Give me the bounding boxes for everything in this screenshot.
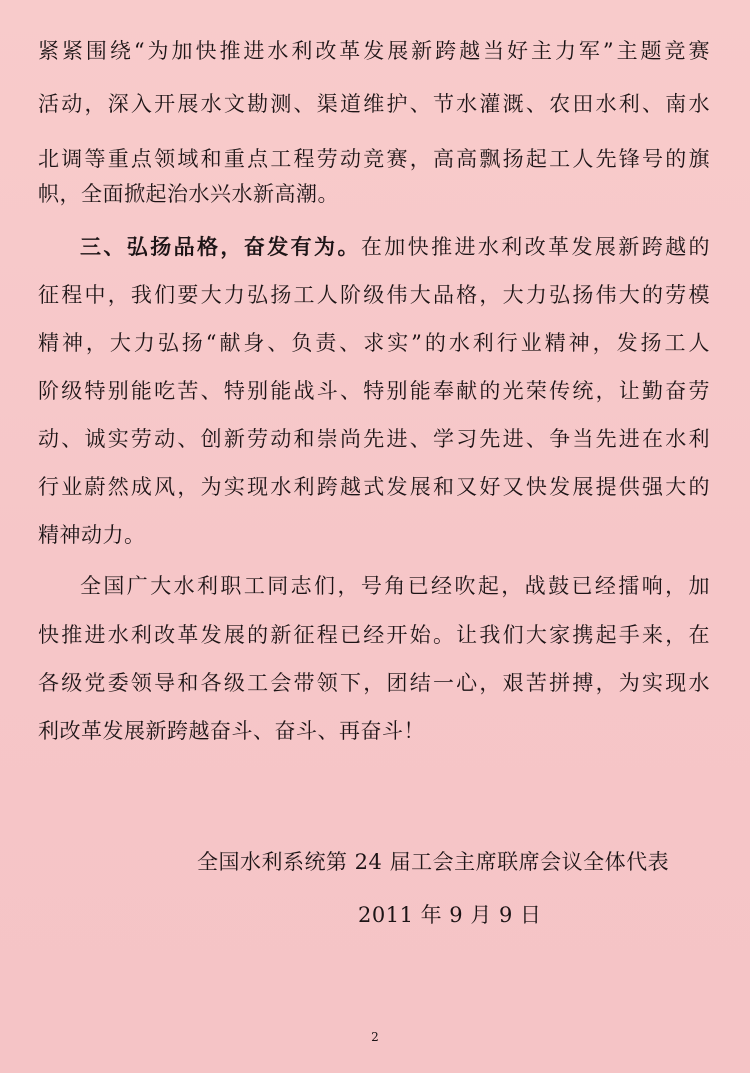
paragraph-2-line-4: 阶级特别能吃苦、特别能战斗、特别能奉献的光荣传统，让勤奋劳 xyxy=(38,379,710,403)
paragraph-2-line-2: 征程中，我们要大力弘扬工人阶级伟大品格，大力弘扬伟大的劳模 xyxy=(38,283,710,307)
paragraph-3-line-2: 快推进水利改革发展的新征程已经开始。让我们大家携起手来，在 xyxy=(38,623,710,647)
date: 2011 年 9 月 9 日 xyxy=(358,903,542,927)
paragraph-2-line-7: 精神动力。 xyxy=(38,523,146,547)
paragraph-1-line-4: 帜，全面掀起治水兴水新高潮。 xyxy=(38,182,339,206)
paragraph-3-line-4: 利改革发展新跨越奋斗、奋斗、再奋斗！ xyxy=(38,719,425,743)
paragraph-2-line-1 xyxy=(38,234,710,261)
paragraph-2-line-3: 精神，大力弘扬“献身、负责、求实”的水利行业精神，发扬工人 xyxy=(38,331,710,355)
paragraph-1-line-1: 紧紧围绕“为加快推进水利改革发展新跨越当好主力军”主题竞赛 xyxy=(38,39,710,63)
paragraph-3-line-3: 各级党委领导和各级工会带领下，团结一心，艰苦拼搏，为实现水 xyxy=(38,671,710,695)
paragraph-2-line-6: 行业蔚然成风，为实现水利跨越式发展和又好又快发展提供强大的 xyxy=(38,475,710,499)
signature: 全国水利系统第 24 届工会主席联席会议全体代表 xyxy=(197,850,670,874)
paragraph-2-line-5: 动、诚实劳动、创新劳动和崇尚先进、学习先进、争当先进在水利 xyxy=(38,427,710,451)
paragraph-2-first-line-text: 在加快推进水利改革发展新跨越的 xyxy=(360,235,711,259)
page-number: 2 xyxy=(371,1030,379,1044)
paragraph-3-line-1: 全国广大水利职工同志们，号角已经吹起，战鼓已经擂响，加 xyxy=(80,574,710,598)
paragraph-1-line-2: 活动，深入开展水文勘测、渠道维护、节水灌溉、农田水利、南水 xyxy=(38,92,710,116)
paragraph-1-line-3: 北调等重点领域和重点工程劳动竞赛，高高飘扬起工人先锋号的旗 xyxy=(38,147,710,171)
section-heading: 三、弘扬品格，奋发有为。 xyxy=(80,235,361,259)
